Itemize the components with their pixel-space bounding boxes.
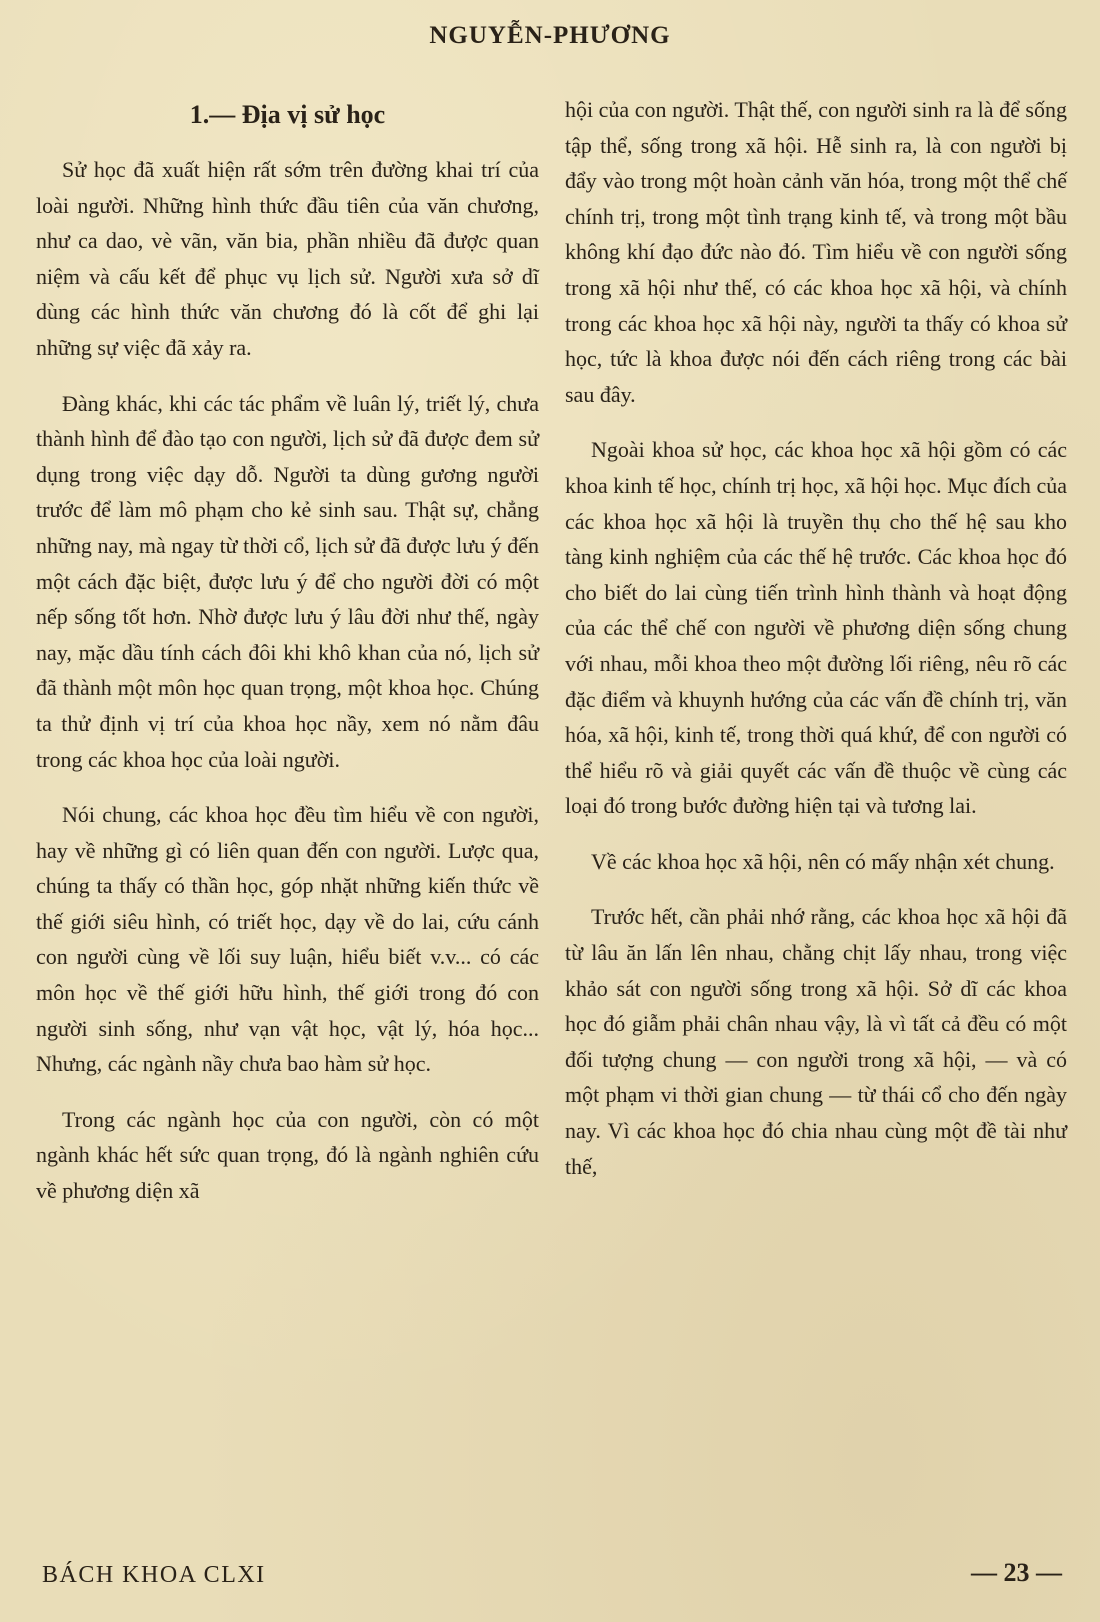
- paragraph: Về các khoa học xã hội, nên có mấy nhận xét chung.: [591, 848, 1055, 874]
- paragraph: Nói chung, các khoa học đều tìm hiểu về con người, hay về những gì có liên quan đến con người. Lược qua, chúng ta thấy có thần học, góp nhặt những kiến thức về thế giới siêu hình, có triết học, dạy về do lai, cứu cánh con người cùng về lối suy luận, hiểu biết v.v... có các môn học về thế giới hữu hình, thế giới trong đó con người sinh sống, như vạn vật học, vật lý, hóa học... Nhưng, các ngành nầy chưa bao hàm sử học.: [36, 802, 539, 1077]
- paragraph: Trước hết, cần phải nhớ rằng, các khoa học xã hội đã từ lâu ăn lấn lên nhau, chằng chịt lấy nhau, trong việc khảo sát con người sống trong xã hội. Sở dĩ các khoa học đó giẫm phải chân nhau vậy, là vì tất cả đều có một đối tượng chung — con người trong xã hội, — và có một phạm vi thời gian chung — từ thái cổ cho đến ngày nay. Vì các khoa học đó chia nhau cùng một đề tài như thế,: [565, 904, 1067, 1179]
- paragraph: Trong các ngành học của con người, còn có một ngành khác hết sức quan trọng, đó là ngành nghiên cứu về phương diện xã: [36, 1106, 539, 1204]
- footer-page-number: — 23 —: [971, 1558, 1062, 1587]
- left-column: [36, 92, 539, 1229]
- paragraph-continued: hội của con người. Thật thế, con người sinh ra là để sống tập thể, sống trong xã hội. Hễ sinh ra, là con người bị đẩy vào trong một hoàn cảnh văn hóa, trong một thể chế chính trị, trong một tình trạng kinh tế, và trong một bầu không khí đạo đức nào đó. Tìm hiểu về con người sống trong xã hội như thế, có các khoa học xã hội, và chính trong các khoa học xã hội này, người ta thấy có khoa sử học, tức là khoa được nói đến cách riêng trong các bài sau đây.: [565, 97, 1067, 407]
- paragraph: Đàng khác, khi các tác phẩm về luân lý, triết lý, chưa thành hình để đào tạo con người, lịch sử đã được đem sử dụng trong việc dạy dỗ. Người ta dùng gương người trước để làm mô phạm cho kẻ sinh sau. Thật sự, chẳng những nay, mà ngay từ thời cổ, lịch sử đã được lưu ý đến một cách đặc biệt, được lưu ý để cho người đời có một nếp sống tốt hơn. Nhờ được lưu ý lâu đời như thế, ngày nay, mặc dầu tính cách đôi khi khô khan của nó, lịch sử đã thành một môn học quan trọng, một khoa học. Chúng ta thử định vị trí của khoa học nầy, xem nó nằm đâu trong các khoa học của loài người.: [36, 390, 539, 772]
- right-column: [565, 92, 1067, 1204]
- running-header-author: NGUYỄN-PHƯƠNG: [429, 22, 671, 49]
- paragraph: Ngoài khoa sử học, các khoa học xã hội gồm có các khoa kinh tế học, chính trị học, xã hội học. Mục đích của các khoa học xã hội là truyền thụ cho thế hệ sau kho tàng kinh nghiệm của các thế hệ trước. Các khoa học đó cho biết do lai cùng tiến trình hình thành và hoạt động của các thể chế con người về phương diện sống chung với nhau, mỗi khoa theo một đường lối riêng, nêu rõ các đặc điểm và khuynh hướng của các vấn đề chính trị, văn hóa, xã hội, kinh tế, trong thời quá khứ, để con người có thể hiểu rõ và giải quyết các vấn đề thuộc về cùng các loại đó trong bước đường hiện tại và tương lai.: [565, 437, 1067, 819]
- footer-publication: BÁCH KHOA CLXI: [42, 1562, 266, 1588]
- section-title: 1.— Địa vị sử học: [189, 100, 386, 129]
- paragraph: Sử học đã xuất hiện rất sớm trên đường khai trí của loài người. Những hình thức đầu tiên của văn chương, như ca dao, vè vãn, văn bia, phần nhiều đã được quan niệm và cấu kết để phục vụ lịch sử. Người xưa sở dĩ dùng các hình thức văn chương đó là cốt để ghi lại những sự việc đã xảy ra.: [36, 157, 539, 360]
